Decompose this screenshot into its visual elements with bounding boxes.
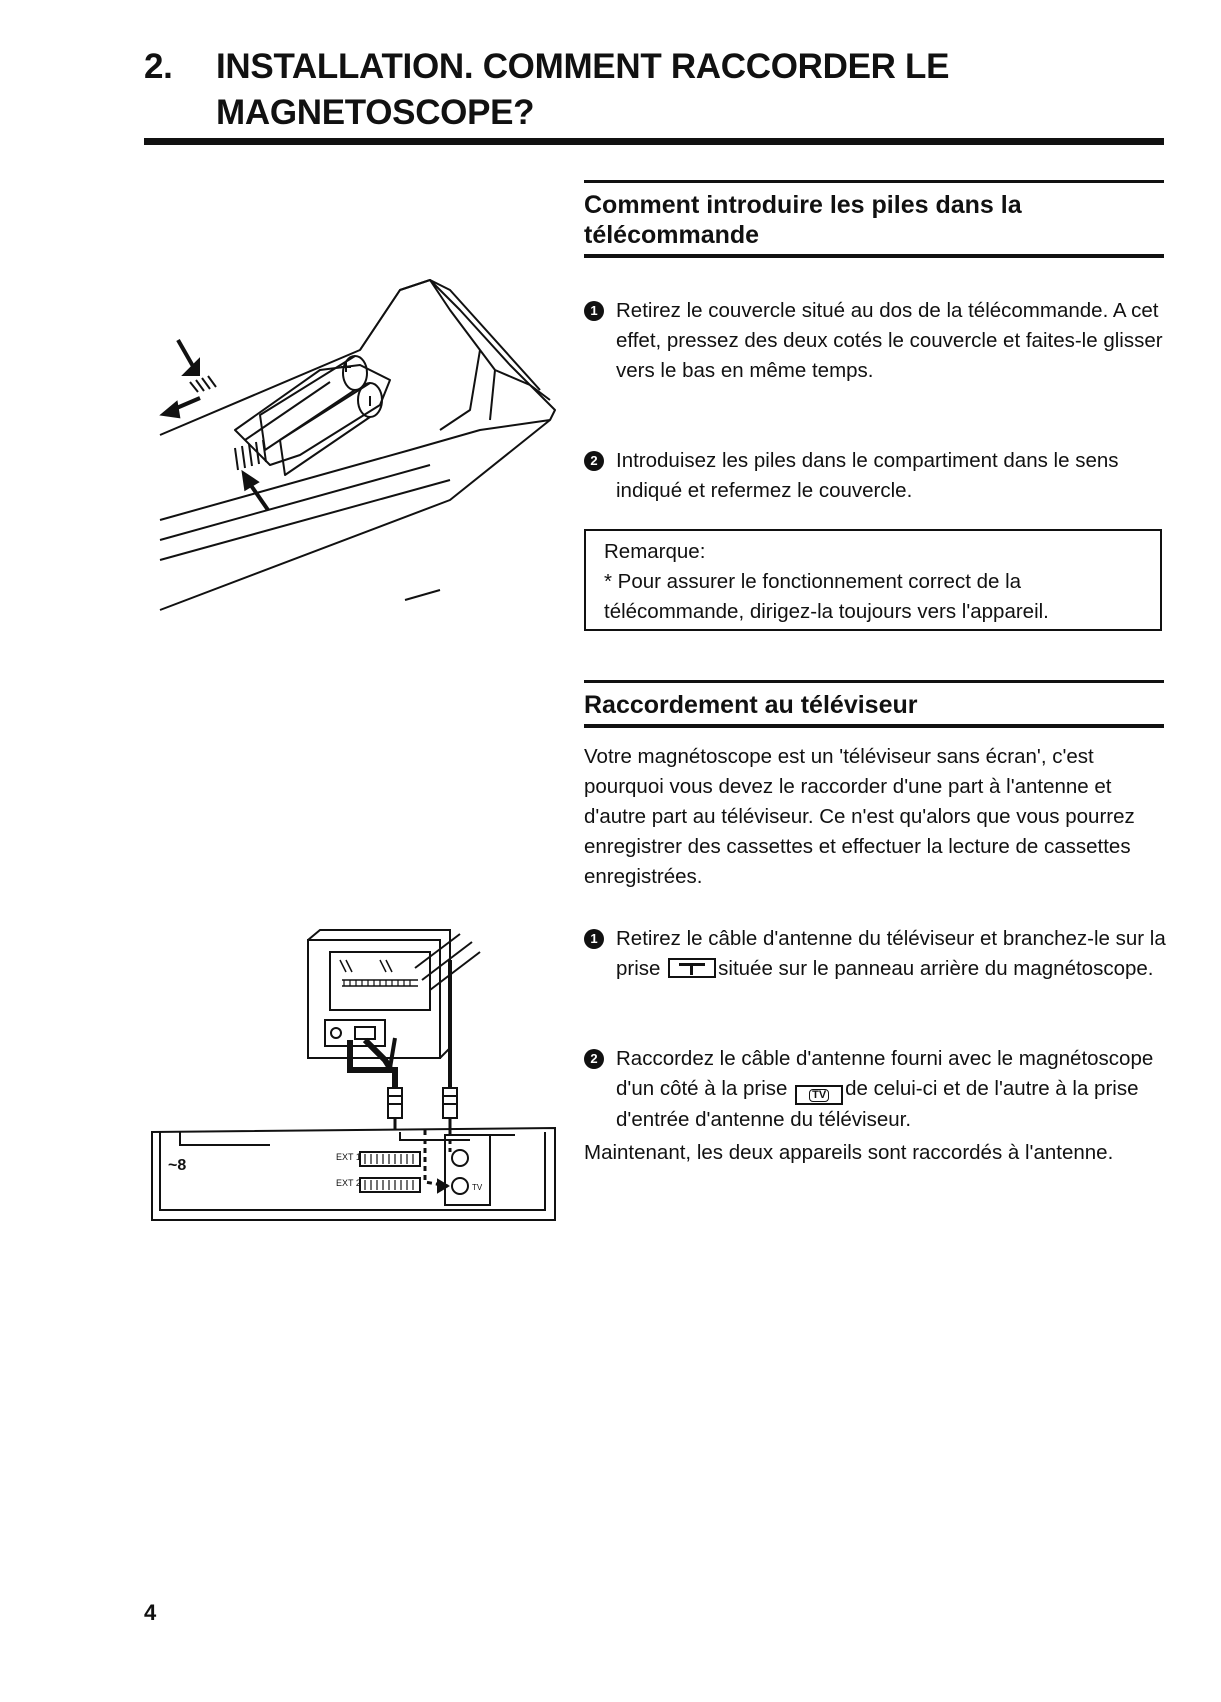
battery-step-2: [584, 446, 1164, 506]
tv-intro-paragraph: Votre magnétoscope est un 'téléviseur sans écran', c'est pourquoi vous devez le raccorder d'une part à l'antenne et d'autre part au téléviseur. Ce n'est qu'alors que vous pourrez enregistrer des cassettes et effectuer la lecture de cassettes enregistrées.: [584, 745, 1135, 888]
tv-section-heading: Raccordement au téléviseur: [584, 691, 918, 719]
battery-step-1: [584, 296, 1164, 416]
tv-output-icon-label: TV: [809, 1089, 829, 1102]
tv-step-2-text: [616, 1044, 1171, 1135]
antenna-input-icon: [668, 958, 716, 978]
tv-step-1-text-a: Retirez le câble d'antenne du téléviseur et branchez-le sur la prise: [616, 927, 1166, 980]
note-text: * Pour assurer le fonctionnement correct de la télécommande, dirigez-la toujours vers l'appareil.: [604, 570, 1049, 623]
section-rule-top: [584, 180, 1164, 183]
battery-step-1-text: Retirez le couvercle situé au dos de la télécommande. A cet effet, pressez des deux cotés le couvercle et faites-le glisser vers le bas en même temps.: [616, 299, 1163, 382]
step-number-badge: 1: [584, 929, 604, 949]
tv-step-2: [584, 1044, 1164, 1134]
tv-output-icon: [795, 1085, 843, 1105]
ext2-label: EXT 2: [336, 1178, 361, 1188]
note-box: [584, 529, 1162, 631]
mains-label: ~8: [168, 1157, 187, 1174]
section-rule-top: [584, 680, 1164, 683]
note-title: Remarque:: [604, 540, 706, 563]
tv-connection-illustration: [150, 920, 575, 1220]
step-number-badge: 1: [584, 301, 604, 321]
section-rule-bottom: [584, 724, 1164, 728]
tv-step-1-text-b: située sur le panneau arrière du magnétoscope.: [718, 957, 1154, 980]
ext1-label: EXT 1: [336, 1152, 361, 1162]
remote-battery-illustration: [150, 270, 570, 620]
tv-step-2-text-a: Raccordez le câble d'antenne fourni avec le magnétoscope d'un côté à la prise: [616, 1047, 1154, 1100]
tv-step-1-text: [616, 924, 1171, 984]
chapter-title-text: INSTALLATION. COMMENT RACCORDER LE MAGNETOSCOPE?: [216, 47, 950, 132]
battery-section-heading: Comment introduire les piles dans la télécommande: [584, 191, 1022, 249]
tv-conclusion: Maintenant, les deux appareils sont raccordés à l'antenne.: [584, 1141, 1114, 1164]
page-number: 4: [144, 1600, 157, 1625]
tv-out-label: TV: [472, 1183, 483, 1192]
step-number-badge: 2: [584, 1049, 604, 1069]
title-rule: [144, 138, 1164, 145]
section-rule-bottom: [584, 254, 1164, 258]
chapter-number: 2.: [144, 47, 173, 86]
battery-step-2-text: Introduisez les piles dans le compartiment dans le sens indiqué et refermez le couvercle.: [616, 449, 1119, 502]
step-number-badge: 2: [584, 451, 604, 471]
tv-step-1: [584, 924, 1164, 1014]
tv-step-2-text-b: de celui-ci et de l'autre à la prise d'entrée d'antenne du téléviseur.: [616, 1077, 1139, 1131]
